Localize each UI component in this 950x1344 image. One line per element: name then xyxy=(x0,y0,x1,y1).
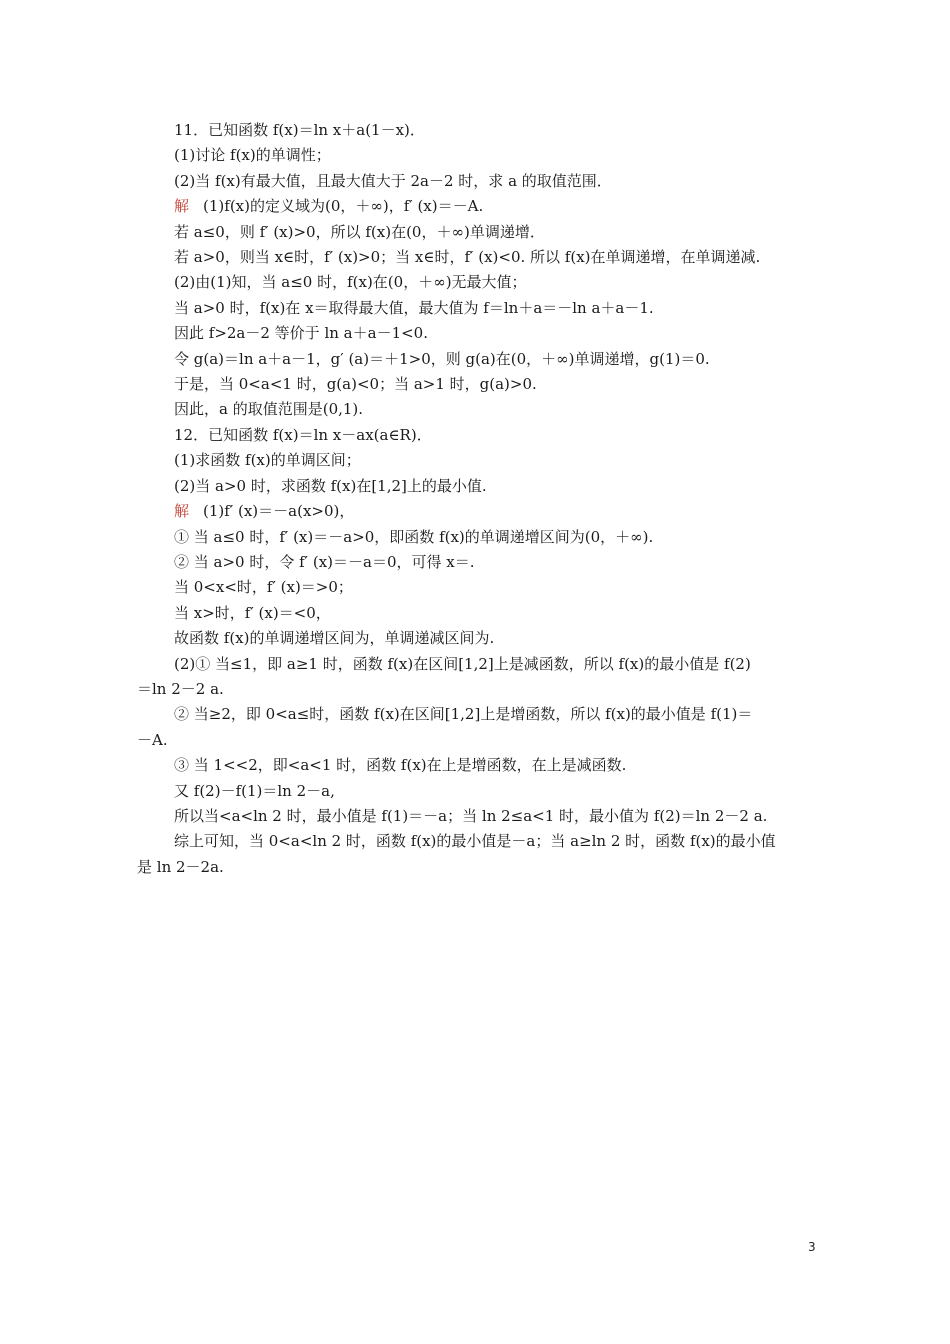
line: 所以当<a<ln 2 时，最小值是 f(1)＝－a；当 ln 2≤a<1 时，最小值为 f(2)＝ln 2－2 a. xyxy=(174,806,768,825)
line: ② 当 a>0 时，令 f′ (x)＝－a＝0，可得 x＝. xyxy=(174,552,475,571)
line: 故函数 f(x)的单调递增区间为，单调递减区间为. xyxy=(174,629,495,648)
line: 解 (1)f(x)的定义域为(0，＋∞)，f′ (x)＝－A. xyxy=(174,197,484,216)
line: (2)① 当≤1，即 a≥1 时，函数 f(x)在区间[1,2]上是减函数，所以 f(x)的最小值是 f(2) xyxy=(174,654,751,673)
line: ③ 当 1<<2，即<a<1 时，函数 f(x)在上是增函数，在上是减函数. xyxy=(174,756,627,775)
document-body xyxy=(137,118,817,880)
line: 又 f(2)－f(1)＝ln 2－a, xyxy=(174,781,335,800)
line: ＝ln 2－2 a. xyxy=(137,679,224,698)
line: 当 0<x<时，f′ (x)＝>0； xyxy=(174,578,353,597)
solution-label: 解 xyxy=(174,197,190,216)
line: ① 当 a≤0 时，f′ (x)＝－a>0，即函数 f(x)的单调递增区间为(0，＋∞). xyxy=(174,527,654,546)
line: 因此 f>2a－2 等价于 ln a＋a－1<0. xyxy=(174,324,428,343)
line: (2)由(1)知，当 a≤0 时，f(x)在(0，＋∞)无最大值； xyxy=(174,273,527,292)
line: 于是，当 0<a<1 时，g(a)<0；当 a>1 时，g(a)>0. xyxy=(174,375,537,394)
line: 综上可知，当 0<a<ln 2 时，函数 f(x)的最小值是－a；当 a≥ln 2 时，函数 f(x)的最小值 xyxy=(174,832,776,851)
line: 因此，a 的取值范围是(0,1). xyxy=(174,400,364,419)
line: 12．已知函数 f(x)＝ln x－ax(a∈R)． xyxy=(174,425,432,444)
line: 解 (1)f′ (x)＝－a(x>0)， xyxy=(174,502,355,521)
line: 11．已知函数 f(x)＝ln x＋a(1－x)． xyxy=(174,121,425,139)
line: 当 x>时，f′ (x)＝<0， xyxy=(174,603,331,622)
line: 若 a≤0，则 f′ (x)>0，所以 f(x)在(0，＋∞)单调递增． xyxy=(174,222,545,241)
page-number: 3 xyxy=(808,1240,816,1254)
line: 若 a>0，则当 x∈时，f′ (x)>0；当 x∈时，f′ (x)<0. 所以 f(x)在单调递增，在单调递减. xyxy=(174,248,761,267)
line: (1)求函数 f(x)的单调区间； xyxy=(174,451,361,470)
line: 是 ln 2－2a. xyxy=(137,857,224,876)
line: (1)讨论 f(x)的单调性； xyxy=(174,146,331,165)
solution-label: 解 xyxy=(174,502,190,521)
line: －A. xyxy=(137,730,168,749)
line: 令 g(a)＝ln a＋a－1，g′ (a)＝＋1>0，则 g(a)在(0，＋∞)单调递增，g(1)＝0. xyxy=(174,349,710,368)
line: 当 a>0 时，f(x)在 x＝取得最大值，最大值为 f＝ln＋a＝－ln a＋a－1. xyxy=(174,298,654,317)
line: ② 当≥2，即 0<a≤时，函数 f(x)在区间[1,2]上是增函数，所以 f(x)的最小值是 f(1)＝ xyxy=(174,705,753,724)
line: (2)当 f(x)有最大值，且最大值大于 2a－2 时，求 a 的取值范围． xyxy=(174,171,612,190)
line: (2)当 a>0 时，求函数 f(x)在[1,2]上的最小值. xyxy=(174,476,487,495)
